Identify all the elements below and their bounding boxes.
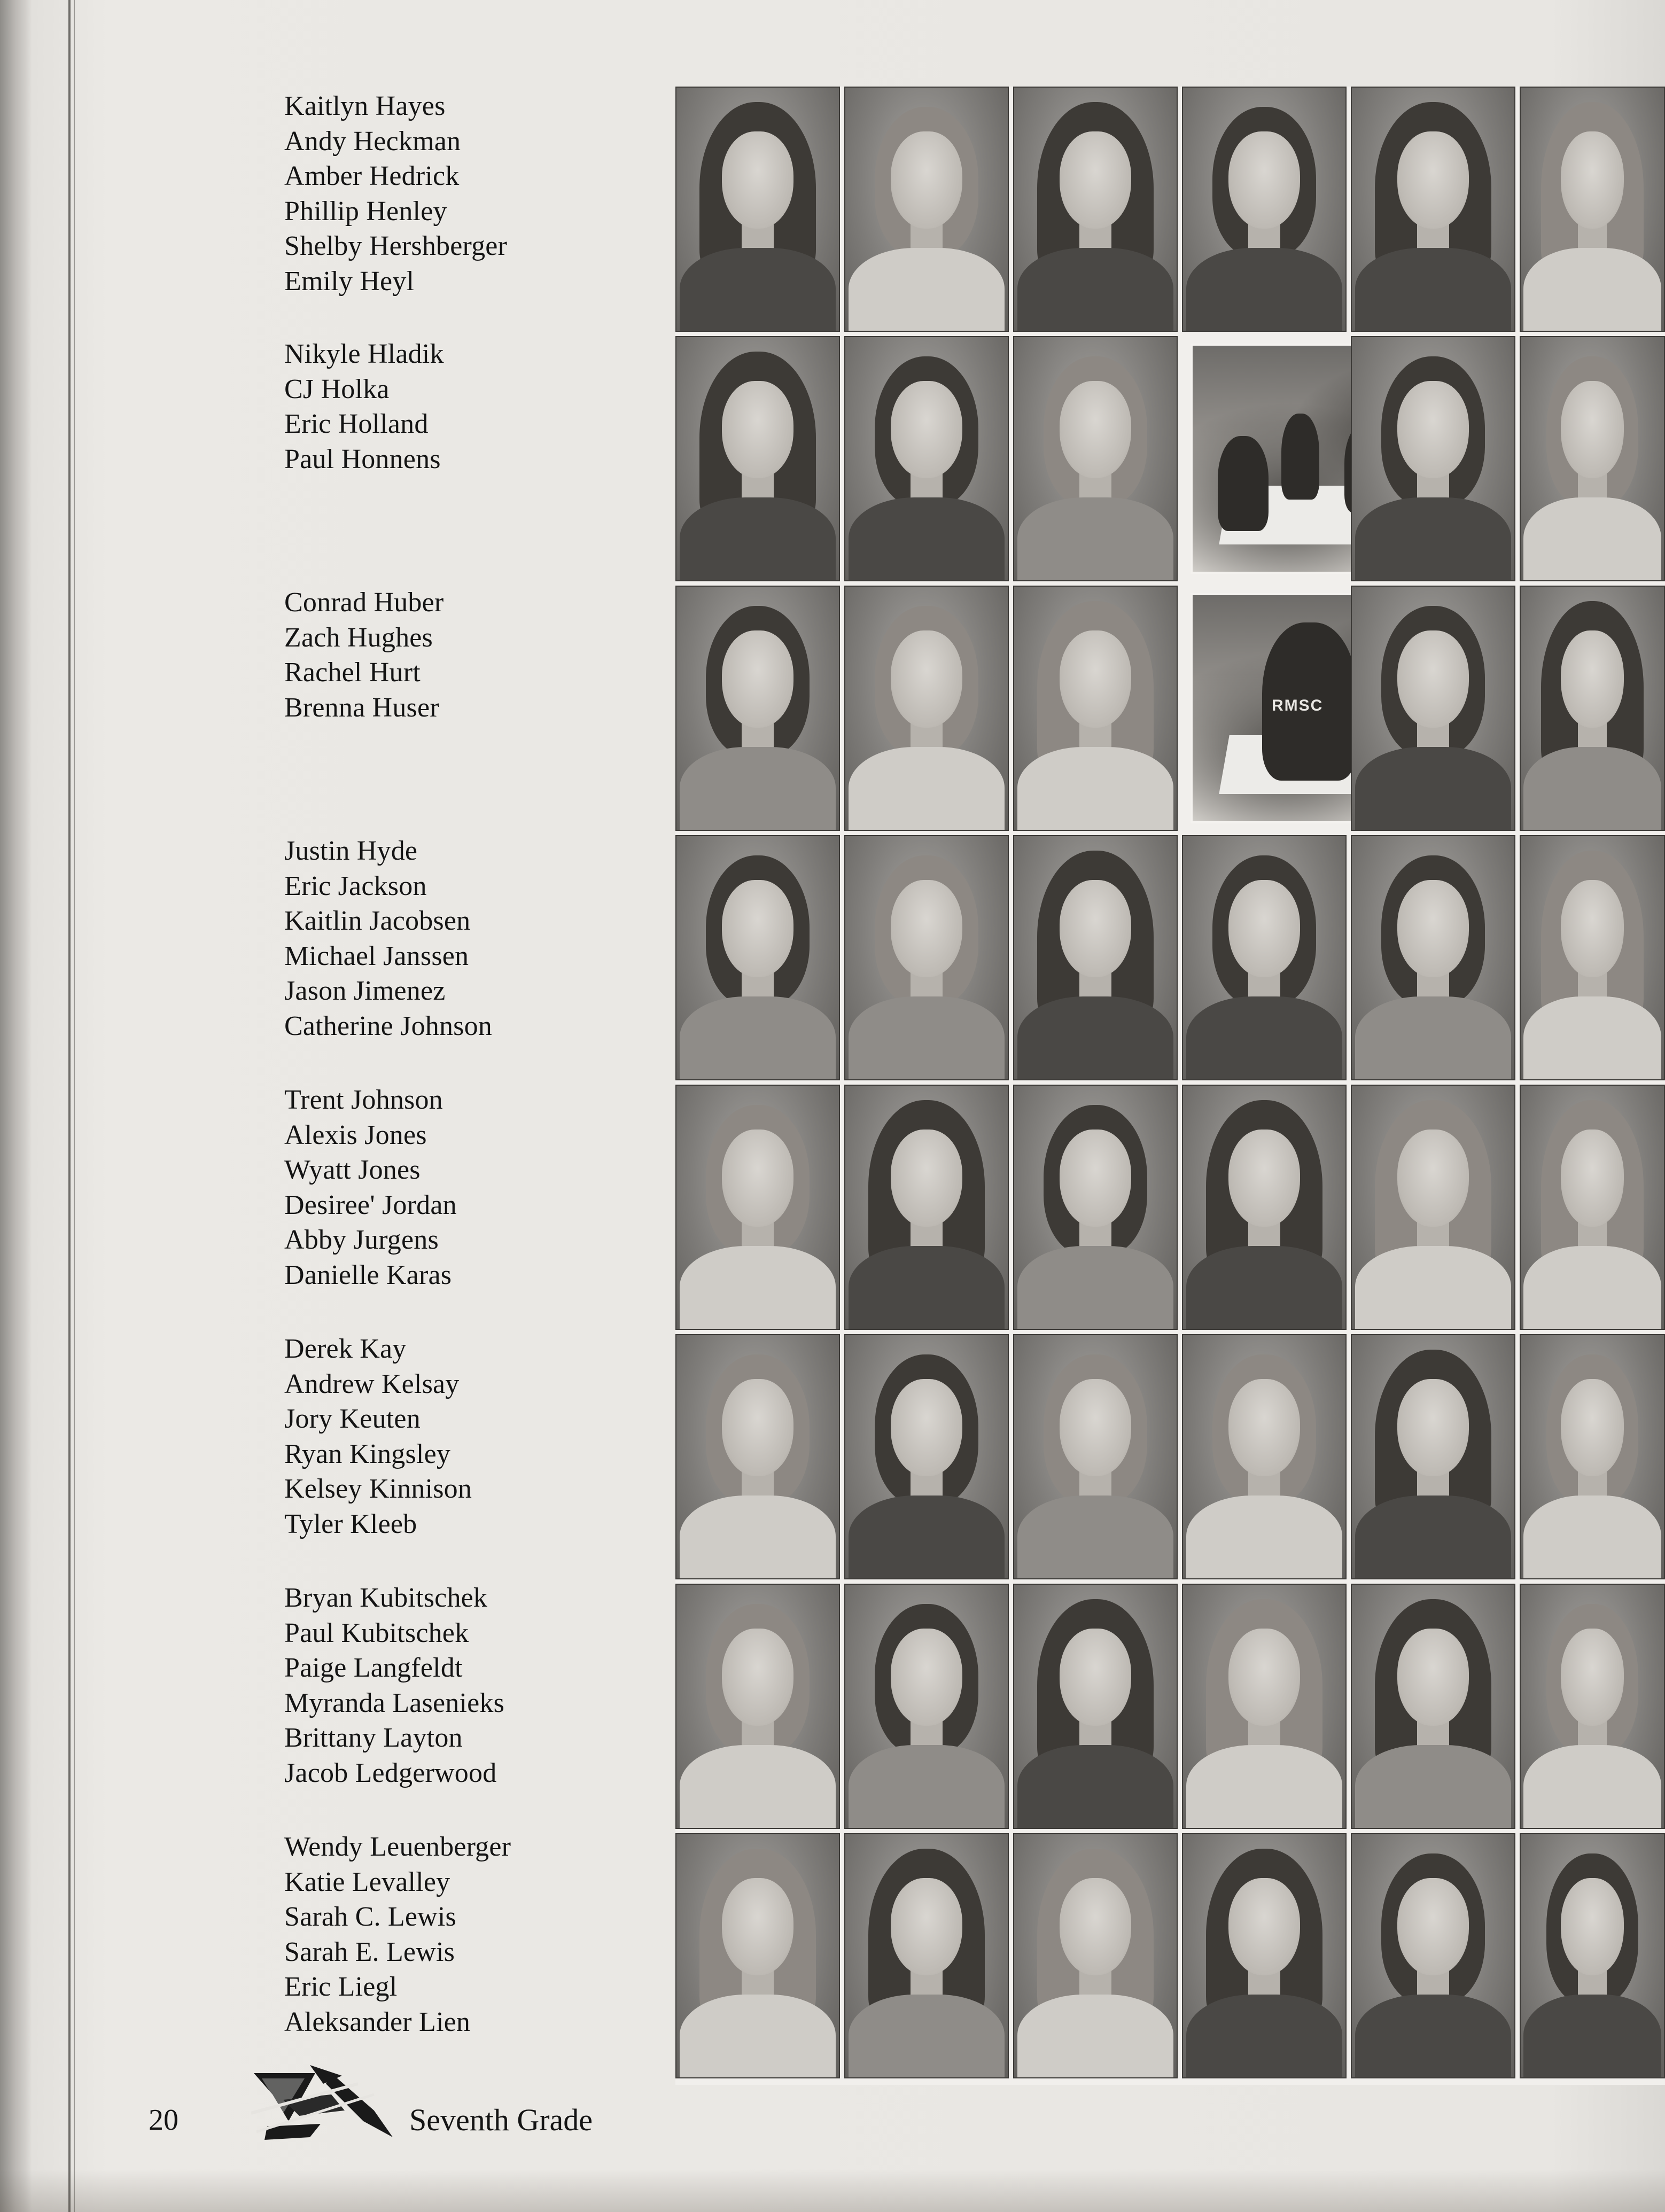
name-group-2: [284, 337, 669, 477]
portrait-face: [722, 381, 793, 478]
page-bottom-shadow: [0, 2169, 1665, 2212]
student-name: Eric Liegl: [284, 1972, 398, 2003]
portrait-face: [722, 880, 793, 977]
portrait-face: [1060, 1629, 1131, 1726]
student-name: Jacob Ledgerwood: [284, 1757, 497, 1788]
portrait-face: [722, 630, 793, 728]
portrait-face: [1397, 880, 1469, 977]
student-name: Rachel Hurt: [284, 657, 421, 688]
candid-person: [1281, 414, 1319, 500]
student-name: CJ Holka: [284, 373, 390, 404]
name-group-6: [284, 1331, 669, 1542]
student-name: Abby Jurgens: [284, 1225, 439, 1256]
portrait-shirt: [849, 1995, 1005, 2078]
portrait-shirt: [1017, 747, 1173, 831]
student-portrait: [1520, 87, 1665, 332]
portrait-face: [1561, 1878, 1624, 1975]
student-portrait: [1351, 1833, 1515, 2078]
portrait-face: [722, 1629, 793, 1726]
portrait-shirt: [1523, 996, 1661, 1080]
portrait-face: [722, 131, 793, 229]
student-name: Sarah C. Lewis: [284, 1902, 456, 1933]
portrait-face: [1060, 630, 1131, 728]
student-portrait: [1351, 1334, 1515, 1579]
student-portrait: [1520, 336, 1665, 581]
name-group-1: [284, 89, 669, 299]
student-name: Shelby Hershberger: [284, 231, 508, 262]
student-portrait: [844, 1584, 1009, 1829]
binding-shadow: [0, 0, 32, 2212]
student-portrait: [1520, 586, 1665, 831]
portrait-shirt: [849, 1745, 1005, 1829]
student-name: Paul Honnens: [284, 443, 441, 474]
portrait-shirt: [849, 1496, 1005, 1579]
student-name: Jory Keuten: [284, 1404, 421, 1435]
portrait-face: [891, 630, 962, 728]
portrait-shirt: [1523, 1496, 1661, 1579]
student-name: Aleksander Lien: [284, 2006, 471, 2037]
student-portrait: [844, 586, 1009, 831]
student-portrait: [1351, 835, 1515, 1080]
student-portrait: [844, 336, 1009, 581]
student-name: Conrad Huber: [284, 587, 444, 618]
portrait-face: [1060, 131, 1131, 229]
portrait-face: [1561, 381, 1624, 478]
portrait-face: [1228, 880, 1300, 977]
student-portrait: [1013, 1334, 1178, 1579]
portrait-shirt: [1355, 248, 1511, 332]
portrait-face: [1060, 1130, 1131, 1227]
name-group-7: [284, 1580, 669, 1791]
portrait-shirt: [1523, 497, 1661, 581]
portrait-face: [1060, 1878, 1131, 1975]
portrait-face: [722, 1130, 793, 1227]
student-name: Paul Kubitschek: [284, 1617, 469, 1648]
binding-line-inner: [74, 0, 75, 2212]
student-portrait: [1182, 1085, 1347, 1330]
portrait-shirt: [849, 996, 1005, 1080]
student-portrait: [1013, 1584, 1178, 1829]
student-name: Ryan Kingsley: [284, 1438, 451, 1469]
student-portrait: [1520, 835, 1665, 1080]
student-portrait: [1520, 1584, 1665, 1829]
student-name: Emily Heyl: [284, 266, 415, 297]
student-portrait: [1520, 1334, 1665, 1579]
portrait-face: [1228, 1878, 1300, 1975]
portrait-shirt: [680, 497, 836, 581]
student-name: Justin Hyde: [284, 836, 418, 866]
portrait-shirt: [849, 747, 1005, 831]
student-name: Catherine Johnson: [284, 1010, 493, 1041]
portrait-shirt: [1523, 1995, 1661, 2078]
student-portrait: [1351, 586, 1515, 831]
portrait-shirt: [680, 1246, 836, 1330]
portrait-face: [1397, 1130, 1469, 1227]
section-title: Seventh Grade: [409, 2102, 593, 2137]
portrait-shirt: [1355, 1246, 1511, 1330]
portrait-shirt: [1186, 248, 1342, 332]
student-portrait: [1013, 586, 1178, 831]
student-name: Paige Langfeldt: [284, 1653, 463, 1684]
student-portrait: [844, 1334, 1009, 1579]
student-name: Michael Janssen: [284, 940, 469, 971]
portrait-shirt: [680, 996, 836, 1080]
portrait-face: [1397, 630, 1469, 728]
name-group-4: [284, 834, 669, 1044]
portrait-shirt: [1017, 1995, 1173, 2078]
portrait-face: [1397, 131, 1469, 229]
portrait-face: [1561, 131, 1624, 229]
student-portrait: [844, 1833, 1009, 2078]
portrait-face: [891, 1379, 962, 1476]
binding-line: [68, 0, 71, 2212]
portrait-shirt: [1355, 996, 1511, 1080]
portrait-shirt: [1523, 248, 1661, 332]
portrait-shirt: [1186, 1246, 1342, 1330]
portrait-shirt: [1355, 1496, 1511, 1579]
portrait-grid: [675, 87, 1665, 2085]
student-name: Jason Jimenez: [284, 976, 446, 1007]
portrait-shirt: [680, 248, 836, 332]
student-portrait: [1351, 1085, 1515, 1330]
portrait-face: [1397, 1629, 1469, 1726]
portrait-face: [722, 1379, 793, 1476]
student-name: Brenna Huser: [284, 692, 439, 723]
student-name: Nikyle Hladik: [284, 339, 444, 369]
student-portrait: [675, 87, 840, 332]
student-name: Eric Holland: [284, 409, 429, 440]
student-portrait: [1351, 336, 1515, 581]
portrait-face: [722, 1878, 793, 1975]
portrait-face: [1561, 630, 1624, 728]
portrait-shirt: [1355, 497, 1511, 581]
portrait-face: [1397, 1878, 1469, 1975]
student-portrait: [1013, 1085, 1178, 1330]
portrait-face: [1397, 1379, 1469, 1476]
student-portrait: [844, 87, 1009, 332]
portrait-shirt: [1017, 1246, 1173, 1330]
portrait-shirt: [1186, 1745, 1342, 1829]
portrait-face: [1561, 880, 1624, 977]
student-name: Derek Kay: [284, 1334, 407, 1364]
student-name: Phillip Henley: [284, 196, 447, 227]
portrait-shirt: [680, 1496, 836, 1579]
portrait-face: [1561, 1379, 1624, 1476]
portrait-shirt: [849, 1246, 1005, 1330]
name-group-3: [284, 585, 669, 725]
portrait-shirt: [849, 248, 1005, 332]
student-portrait: [675, 1334, 840, 1579]
student-portrait: [675, 835, 840, 1080]
portrait-shirt: [680, 1995, 836, 2078]
student-name: Myranda Lasenieks: [284, 1687, 505, 1718]
student-portrait: [1013, 1833, 1178, 2078]
portrait-shirt: [680, 747, 836, 831]
portrait-face: [1228, 1629, 1300, 1726]
student-portrait: [675, 1833, 840, 2078]
portrait-face: [1228, 1130, 1300, 1227]
student-portrait: [1351, 1584, 1515, 1829]
portrait-shirt: [1355, 1745, 1511, 1829]
portrait-shirt: [1186, 996, 1342, 1080]
student-name: Trent Johnson: [284, 1085, 443, 1115]
candid-person: [1218, 436, 1269, 531]
portrait-shirt: [1017, 1496, 1173, 1579]
portrait-shirt: [680, 1745, 836, 1829]
portrait-face: [891, 880, 962, 977]
student-name: Sarah E. Lewis: [284, 1936, 455, 1967]
portrait-face: [891, 1878, 962, 1975]
student-portrait: [1520, 1833, 1665, 2078]
portrait-face: [1228, 1379, 1300, 1476]
portrait-face: [1561, 1130, 1624, 1227]
portrait-shirt: [1017, 497, 1173, 581]
portrait-shirt: [1017, 996, 1173, 1080]
student-portrait: [675, 1584, 840, 1829]
portrait-face: [891, 381, 962, 478]
portrait-shirt: [1017, 248, 1173, 332]
student-portrait: [1013, 87, 1178, 332]
student-name: Desiree' Jordan: [284, 1189, 457, 1220]
student-name: Amber Hedrick: [284, 161, 460, 192]
portrait-shirt: [1186, 1496, 1342, 1579]
portrait-shirt: [1355, 1995, 1511, 2078]
student-portrait: [1520, 1085, 1665, 1330]
student-portrait: [844, 1085, 1009, 1330]
portrait-shirt: [1523, 747, 1661, 831]
student-name: Kaitlyn Hayes: [284, 91, 446, 121]
student-name: Bryan Kubitschek: [284, 1583, 488, 1613]
portrait-shirt: [1186, 1995, 1342, 2078]
portrait-shirt: [1523, 1745, 1661, 1829]
student-portrait: [1182, 1584, 1347, 1829]
portrait-face: [891, 131, 962, 229]
portrait-face: [891, 1130, 962, 1227]
page-number: 20: [149, 2104, 178, 2137]
student-portrait: [844, 835, 1009, 1080]
student-name: Andy Heckman: [284, 126, 461, 157]
student-portrait: [1182, 835, 1347, 1080]
student-portrait: [1013, 336, 1178, 581]
student-name: Tyler Kleeb: [284, 1508, 417, 1539]
student-portrait: [1182, 1833, 1347, 2078]
student-portrait: [1013, 835, 1178, 1080]
student-name: Katie Levalley: [284, 1866, 450, 1897]
student-portrait: [675, 1085, 840, 1330]
portrait-shirt: [849, 497, 1005, 581]
portrait-face: [1397, 381, 1469, 478]
student-portrait: [1182, 1334, 1347, 1579]
portrait-face: [1060, 880, 1131, 977]
student-name: Zach Hughes: [284, 622, 433, 653]
portrait-face: [1228, 131, 1300, 229]
name-group-5: [284, 1082, 669, 1293]
student-name: Wyatt Jones: [284, 1155, 421, 1186]
student-name: Kelsey Kinnison: [284, 1474, 472, 1505]
portrait-shirt: [1355, 747, 1511, 831]
student-portrait: [1182, 87, 1347, 332]
student-name: Alexis Jones: [284, 1119, 427, 1150]
portrait-face: [1060, 381, 1131, 478]
student-portrait: [1351, 87, 1515, 332]
student-name: Danielle Karas: [284, 1259, 452, 1290]
student-portrait: [675, 586, 840, 831]
student-name: Brittany Layton: [284, 1723, 463, 1754]
student-name: Wendy Leuenberger: [284, 1832, 511, 1862]
portrait-face: [1561, 1629, 1624, 1726]
portrait-shirt: [1523, 1246, 1661, 1330]
portrait-face: [1060, 1379, 1131, 1476]
shirt-logo-text: RMSC: [1272, 697, 1324, 714]
student-name: Eric Jackson: [284, 870, 427, 901]
student-name: Andrew Kelsay: [284, 1368, 460, 1399]
portrait-shirt: [1017, 1745, 1173, 1829]
student-name: Kaitlin Jacobsen: [284, 906, 471, 937]
portrait-face: [891, 1629, 962, 1726]
yearbook-logo-icon: [251, 2062, 401, 2143]
name-group-8: [284, 1829, 669, 2040]
student-portrait: [675, 336, 840, 581]
